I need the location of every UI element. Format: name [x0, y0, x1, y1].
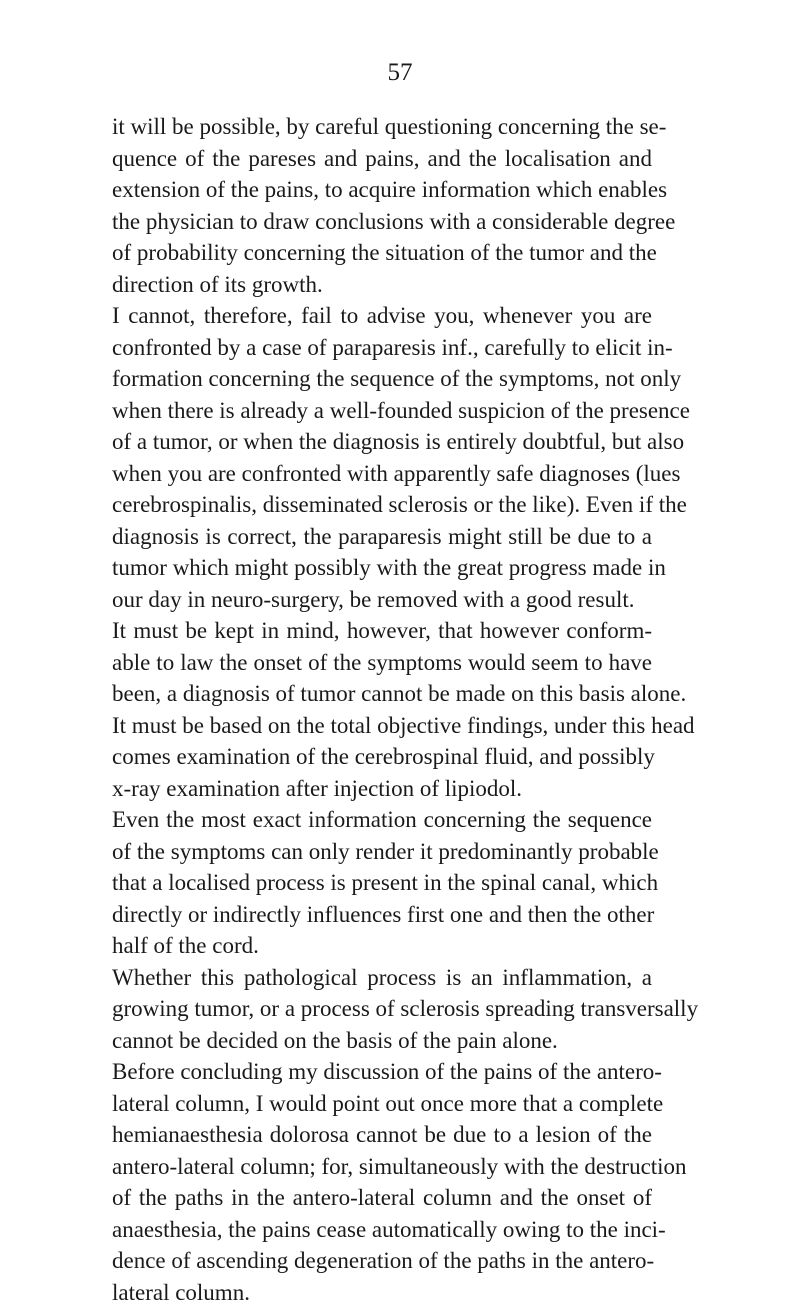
- text-line: Even the most exact information concerning the sequence: [112, 804, 652, 836]
- text-line: quence of the pareses and pains, and the localisation and: [112, 143, 652, 175]
- text-line: cannot be decided on the basis of the pain alone.: [112, 1025, 652, 1057]
- text-line: the physician to draw conclusions with a considerable degree: [112, 206, 652, 238]
- text-line: It must be based on the total objective findings, under this head: [112, 710, 652, 742]
- body-text: [112, 111, 652, 1308]
- text-line: when you are confronted with apparently safe diagnoses (lues: [112, 458, 652, 490]
- text-line: of the symptoms can only render it predominantly probable: [112, 836, 652, 868]
- text-line: I cannot, therefore, fail to advise you, whenever you are: [112, 300, 652, 332]
- text-line: hemianaesthesia dolorosa cannot be due to a lesion of the: [112, 1119, 652, 1151]
- text-line: lateral column.: [112, 1277, 652, 1308]
- text-line: lateral column, I would point out once more that a complete: [112, 1088, 652, 1120]
- text-line: tumor which might possibly with the great progress made in: [112, 552, 652, 584]
- text-line: that a localised process is present in the spinal canal, which: [112, 867, 652, 899]
- text-line: antero-lateral column; for, simultaneously with the destruction: [112, 1151, 652, 1183]
- text-line: our day in neuro-surgery, be removed with a good result.: [112, 584, 652, 616]
- text-line: been, a diagnosis of tumor cannot be made on this basis alone.: [112, 678, 652, 710]
- text-line: It must be kept in mind, however, that however conform-: [112, 615, 652, 647]
- text-line: formation concerning the sequence of the symptoms, not only: [112, 363, 652, 395]
- text-line: it will be possible, by careful questioning concerning the se-: [112, 111, 652, 143]
- text-line: of a tumor, or when the diagnosis is entirely doubtful, but also: [112, 426, 652, 458]
- text-line: half of the cord.: [112, 930, 652, 962]
- text-line: direction of its growth.: [112, 269, 652, 301]
- text-line: dence of ascending degeneration of the paths in the antero-: [112, 1245, 652, 1277]
- text-line: of the paths in the antero-lateral column and the onset of: [112, 1182, 652, 1214]
- text-line: cerebrospinalis, disseminated sclerosis or the like). Even if the: [112, 489, 652, 521]
- text-line: anaesthesia, the pains cease automatically owing to the inci-: [112, 1214, 652, 1246]
- text-line: x-ray examination after injection of lipiodol.: [112, 773, 652, 805]
- text-line: Before concluding my discussion of the pains of the antero-: [112, 1056, 652, 1088]
- text-line: extension of the pains, to acquire information which enables: [112, 174, 652, 206]
- text-line: confronted by a case of paraparesis inf., carefully to elicit in-: [112, 332, 652, 364]
- text-line: directly or indirectly influences first one and then the other: [112, 899, 652, 931]
- text-line: of probability concerning the situation of the tumor and the: [112, 237, 652, 269]
- text-line: able to law the onset of the symptoms would seem to have: [112, 647, 652, 679]
- text-line: growing tumor, or a process of sclerosis spreading transversally: [112, 993, 652, 1025]
- text-line: when there is already a well-founded suspicion of the presence: [112, 395, 652, 427]
- page-number: 57: [0, 58, 800, 88]
- text-line: diagnosis is correct, the paraparesis might still be due to a: [112, 521, 652, 553]
- text-line: Whether this pathological process is an inflammation, a: [112, 962, 652, 994]
- text-line: comes examination of the cerebrospinal fluid, and possibly: [112, 741, 652, 773]
